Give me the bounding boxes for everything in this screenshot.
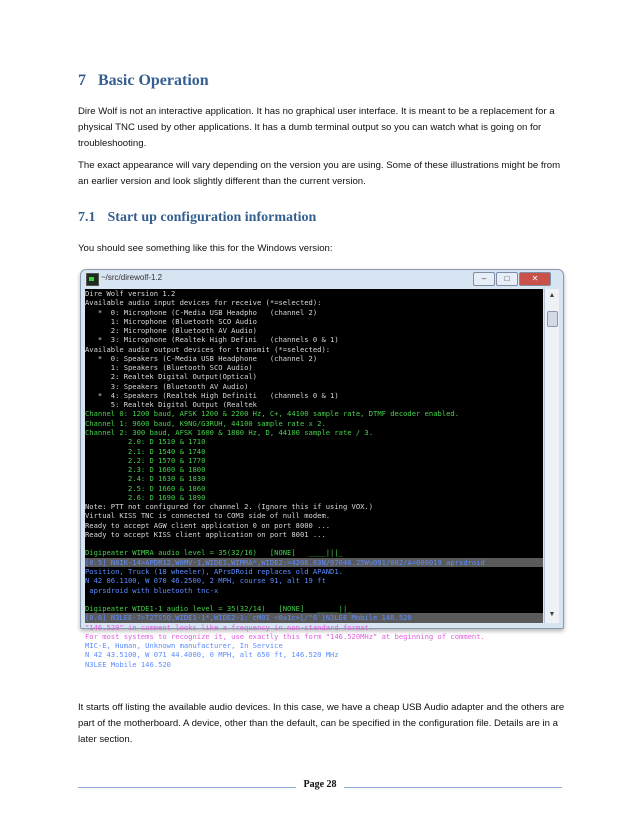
terminal-window-screenshot [80,269,564,669]
terminal-line: 2.6: D 1690 & 1890 [85,492,206,502]
terminal-line: N 42 06.1100, W 070 46.2500, 2 MPH, course 91, alt 19 ft [85,576,326,586]
minimize-button[interactable]: – [473,272,495,286]
terminal-line: N 42 43.5100, W 071 44.4000, 0 MPH, alt 650 ft, 146.520 MHz [85,650,339,660]
terminal-line: 1: Microphone (Bluetooth SCO Audio [85,316,257,326]
terminal-line: 1: Speakers (Bluetooth SCO Audio) [85,363,253,373]
section-heading [78,72,209,90]
terminal-line: Channel 2: 300 baud, AFSK 1600 & 1800 Hz, D, 44100 sample rate / 3. [85,427,374,437]
terminal-icon [86,273,99,286]
terminal-line: Channel 0: 1200 baud, AFSK 1200 & 2200 Hz, C+, 44100 sample rate, DTMF decoder enabled. [85,409,460,419]
terminal-line: Ready to accept AGW client application 0 on port 8000 ... [85,520,331,530]
paragraph-audio-devices: It starts off listing the available audio devices. In this case, we have a cheap USB Audio adapter and the others are part of the motherboard. A device, other than the default, can be specified in the configuration file. Details are in a later section. [78,702,565,745]
terminal-line: Dire Wolf version 1.2 [85,289,176,298]
terminal-line: Digipeater WIDE1-1 audio level = 35(32/14) [NONE] _____||_ [85,604,352,614]
subsection-number: 7.1 [78,210,96,225]
section-number: 7 [78,72,86,89]
terminal-line: MIC-E, Human, Unknown manufacturer, In Service [85,641,283,651]
terminal-line: 2.3: D 1600 & 1800 [85,465,206,475]
terminal-line: Available audio output devices for transmit (*=selected): [85,344,331,354]
page-number: Page 28 [303,779,337,790]
scroll-down-icon[interactable]: ▼ [548,611,556,618]
terminal-line: 2.2: D 1570 & 1770 [85,455,206,465]
terminal-line: [0.5] N0IK-14>APDR12,W0MV-1,WIDE1,WIMRA*,WIDE2:=4206.63N/07046.25Wu091/002/A=000019 aprsdroid [85,558,543,567]
terminal-line [85,539,543,548]
terminal-line: [0.6] N3LEE-7>T2TS5Q,WIDE1-1*,WIDE2-1:`cM01 <0x1c>[/"6`}N3LEE Mobile 146.520 [85,613,543,622]
terminal-line: * 3: Microphone (Realtek High Defini (channels 0 & 1) [85,335,339,345]
maximize-button[interactable]: □ [496,272,518,286]
subsection-title: Start up configuration information [107,210,317,225]
terminal-line: Channel 1: 9600 baud, K9NG/G3RUH, 44100 sample rate x 2. [85,418,326,428]
vertical-scrollbar[interactable] [544,289,559,623]
scroll-up-icon[interactable]: ▲ [548,292,556,299]
terminal-line: "146.520" in comment looks like a frequency in non-standard format. [85,622,374,632]
terminal-line: * 4: Speakers (Realtek High Definiti (channels 0 & 1) [85,390,339,400]
terminal-line: 3: Speakers (Bluetooth AV Audio) [85,381,249,391]
terminal-line: For most systems to recognize it, use exactly this form "146.520MHz" at beginning of comment. [85,631,485,641]
terminal-line: 2: Realtek Digital Output(Optical) [85,372,257,382]
terminal-line: Position, Truck (18 wheeler), APrsDRoid replaces old APAND1. [85,566,343,576]
paragraph-appearance: The exact appearance will vary depending on the version you are using. Some of these illustrations might be from an earlier version and look slightly different than the current version. [78,160,561,187]
terminal-line [85,595,543,604]
terminal-line: * 0: Microphone (C-Media USB Headpho (channel 2) [85,307,318,317]
close-button[interactable]: ✕ [519,272,551,286]
section-title: Basic Operation [98,72,209,89]
terminal-output [85,289,543,669]
subsection-heading [78,210,316,226]
terminal-line: 2: Microphone (Bluetooth AV Audio) [85,326,257,336]
paragraph-windows-version: You should see something like this for the Windows version: [78,243,333,254]
footer-rule-left [78,787,296,788]
terminal-line: * 0: Speakers (C-Media USB Headphone (channel 2) [85,353,318,363]
window-titlebar [81,270,563,288]
terminal-line: Virtual KISS TNC is connected to COM3 side of null modem. [85,511,331,521]
footer-rule-right [344,787,562,788]
terminal-line: 2.4: D 1630 & 1830 [85,474,206,484]
terminal-line: Ready to accept KISS client application on port 8001 ... [85,529,326,539]
terminal-line: 5: Realtek Digital Output (Realtek [85,400,257,410]
scroll-thumb[interactable] [547,311,558,327]
terminal-line: N3LEE Mobile 146.520 [85,659,171,669]
terminal-line: 2.1: D 1540 & 1740 [85,446,206,456]
terminal-line: 2.0: D 1510 & 1710 [85,437,206,447]
terminal-line: Note: PTT not configured for channel 2. (Ignore this if using VOX.) [85,502,374,512]
terminal-line: 2.5: D 1660 & 1860 [85,483,206,493]
terminal-line: Digipeater WIMRA audio level = 35(32/16) [NONE] ____|||_ [85,548,343,558]
paragraph-intro: Dire Wolf is not an interactive application. It has no graphical user interface. It is meant to be a replacement for a physical TNC used by other applications. It has a dumb terminal output so you can watch what is going on for troubleshooting. [78,106,555,149]
terminal-line: Available audio input devices for receive (*=selected): [85,298,322,308]
terminal-line: aprsdroid with bluetooth tnc-x [85,585,219,595]
window-title: ~/src/direwolf-1.2 [101,273,163,282]
